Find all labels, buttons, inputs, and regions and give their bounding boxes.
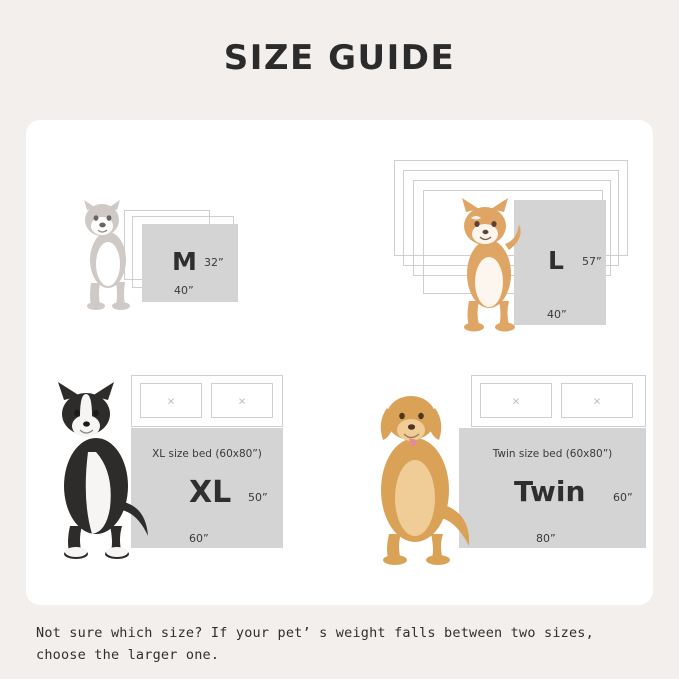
bed-label-twin: Twin size bed (60x80”) [492, 448, 613, 460]
pillow-x-icon: × [167, 393, 175, 408]
depth-label-l: 57” [582, 255, 602, 268]
width-label-twin: 80” [536, 532, 556, 545]
depth-label-m: 32” [204, 256, 224, 269]
size-panel-twin [339, 360, 653, 605]
pillow-x-icon: × [512, 393, 520, 408]
pillow-right [561, 383, 633, 418]
size-letter-xl: XL [189, 475, 232, 510]
size-letter-twin: Twin [514, 475, 586, 508]
pillow-x-icon: × [238, 393, 246, 408]
footer-note: Not sure which size? If your pet’ s weight falls between two sizes, choose the larger one. [36, 625, 594, 663]
dog-illustration-border-collie [44, 382, 154, 562]
pillow-right [211, 383, 273, 418]
dog-illustration-french-bulldog [74, 198, 154, 313]
size-letter-m: M [172, 247, 197, 276]
width-label-xl: 60” [189, 532, 209, 545]
depth-label-xl: 50” [248, 491, 268, 504]
dog-illustration-shiba-inu [449, 198, 535, 334]
dog-illustration-golden-retriever [363, 378, 473, 568]
size-panel-m [26, 120, 339, 360]
size-letter-l: L [548, 246, 564, 275]
size-panel-xl [26, 360, 339, 605]
size-guide-card [26, 120, 653, 605]
bed-label-xl: XL size bed (60x80”) [152, 448, 262, 460]
page-title: SIZE GUIDE [223, 38, 456, 78]
size-panel-l [339, 120, 653, 360]
width-label-l: 40” [547, 308, 567, 321]
width-label-m: 40” [174, 284, 194, 297]
depth-label-twin: 60” [613, 491, 633, 504]
pillow-x-icon: × [593, 393, 601, 408]
pillow-left [480, 383, 552, 418]
